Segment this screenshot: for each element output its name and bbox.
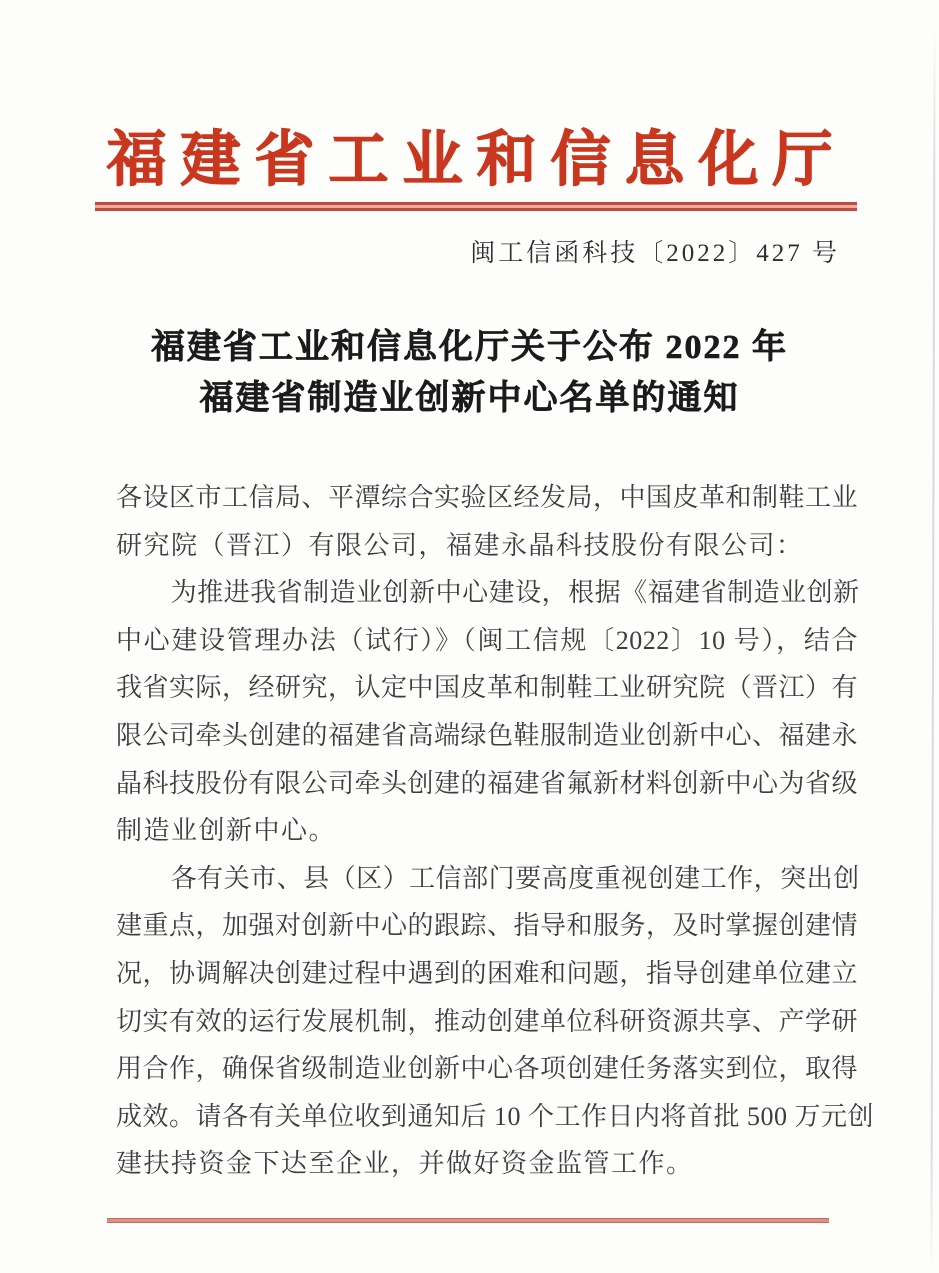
document-title-line2: 福建省制造业创新中心名单的通知 (199, 380, 740, 417)
document-number: 闽工信函科技〔2022〕427 号 (470, 240, 840, 267)
body-line: 中心建设管理办法（试行）》（闽工信规〔2022〕10 号），结合 (116, 625, 858, 655)
document-title-line1: 福建省工业和信息化厅关于公布 2022 年 (151, 329, 788, 366)
body-line: 切实有效的运行发展机制，推动创建单位科研资源共享、产学研 (116, 1006, 859, 1036)
body-line: 晶科技股份有限公司牵头创建的福建省氟新材料创新中心为省级 (116, 768, 859, 798)
body-line: 用合作，确保省级制造业创新中心各项创建任务落实到位，取得 (116, 1054, 859, 1084)
body-line: 况，协调解决创建过程中遇到的困难和问题，指导创建单位建立 (116, 958, 859, 988)
body-line: 各有关市、县（区）工信部门要高度重视创建工作，突出创 (170, 863, 860, 893)
body-line: 我省实际，经研究，认定中国皮革和制鞋工业研究院（晋江）有 (116, 673, 859, 703)
body-line: 各设区市工信局、平潭综合实验区经发局，中国皮革和制鞋工业 (116, 483, 859, 512)
body-line: 制造业创新中心。 (116, 816, 337, 846)
body-line: 为推进我省制造业创新中心建设，根据《福建省制造业创新 (170, 578, 860, 608)
document-title (0, 322, 939, 424)
body-line: 成效。请各有关单位收到通知后 10 个工作日内将首批 500 万元创 (116, 1101, 875, 1131)
scan-edge-line (930, 28, 935, 1273)
body-line: 建扶持资金下达至企业，并做好资金监管工作。 (116, 1149, 694, 1179)
document-body (116, 474, 875, 1188)
letterhead-org-name: 福建省工业和信息化厅 (106, 127, 847, 193)
footer-rule (107, 1218, 829, 1223)
body-line: 研究院（晋江）有限公司，福建永晶科技股份有限公司： (116, 530, 804, 560)
body-line: 建重点，加强对创新中心的跟踪、指导和服务，及时掌握创建情 (116, 911, 859, 941)
letterhead-rule (95, 202, 857, 211)
body-line: 限公司牵头创建的福建省高端绿色鞋服制造业创新中心、福建永 (116, 720, 859, 750)
